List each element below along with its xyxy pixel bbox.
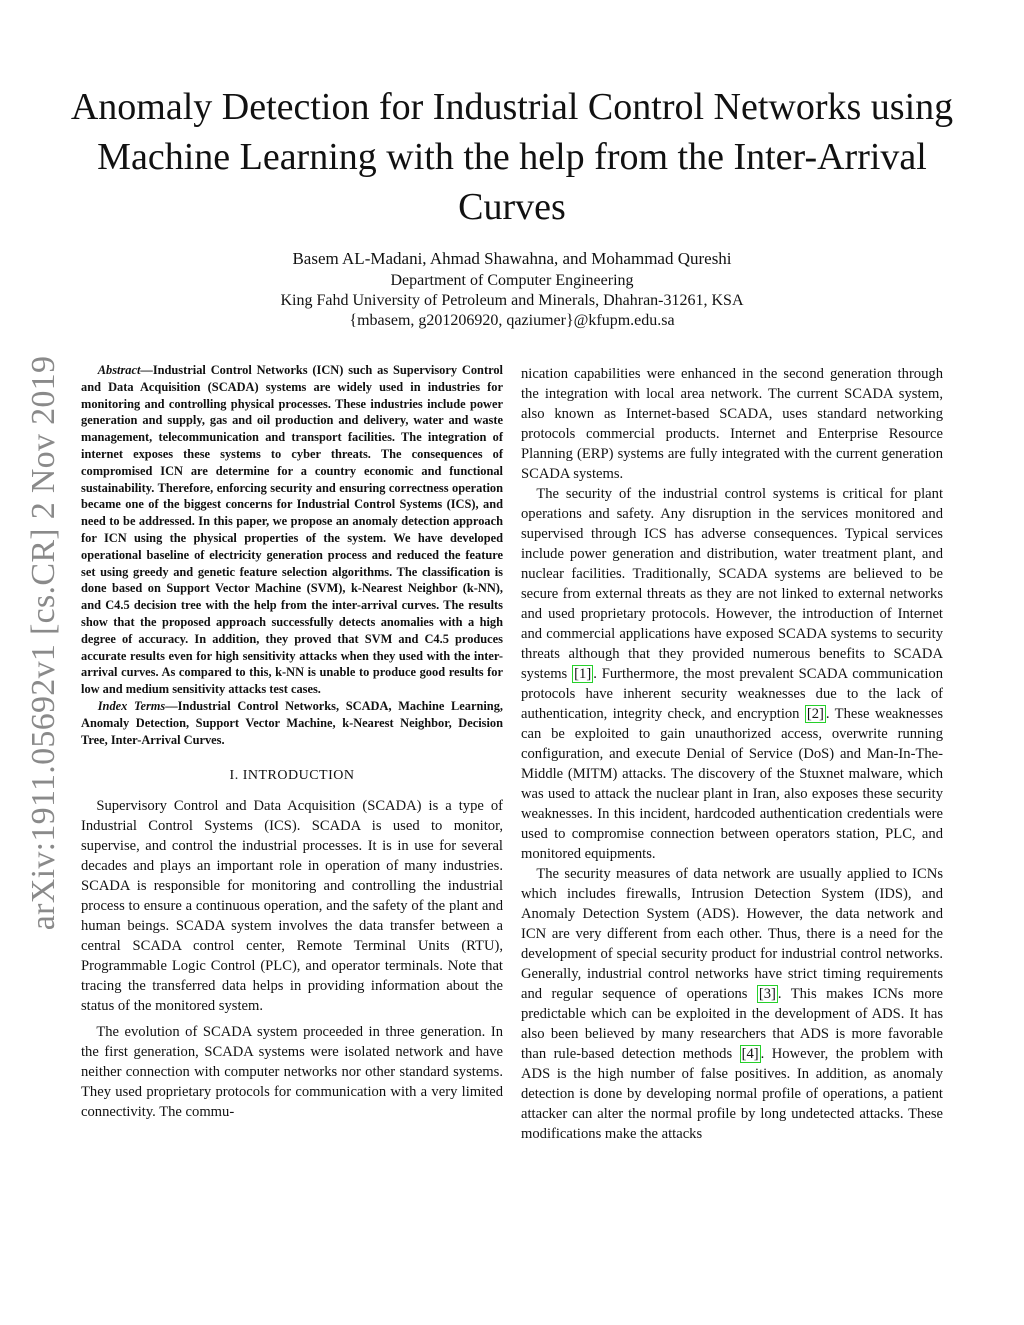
abstract-text: —Industrial Control Networks (ICN) such as Supervisory Control and Data Acquisition (SCADA) systems are widely used in industries for monitoring and controlling physical processes. These industries include power generation and supply, gas and oil production and delivery, water and waste management, telecommunication and transport facilities. The integration of internet exposes these systems to cyber threats. The consequences of compromised ICN are determine for a country economic and functional sustainability. Therefore, enforcing security and ensuring correctness operation became one of the biggest concerns for Industrial Control Systems (ICS), and need to be addressed. In this paper, we propose an anomaly detection approach for ICN using the physical properties of the system. We have developed operational baseline of electricity generation process and reduced the feature set using greedy and genetic feature selection algorithms. The classification is done based on Support Vector Machine (SVM), k-Nearest Neighbor (k-NN), and C4.5 decision tree with the help from the inter-arrival curves. The results show that the proposed approach successfully detects anomalies with a high degree of accuracy. In addition, they proved that SVM and C4.5 produces accurate results even for high sensitivity attacks when they used with the inter-arrival curves. As compared to this, k-NN is unable to produce good results for low and medium sensitivity attacks test cases. [81, 363, 503, 697]
intro-paragraph-3 [521, 484, 943, 864]
section-title: NTRODUCTION [247, 768, 355, 784]
author-block [0, 249, 1024, 331]
paragraph-text: . Furthermore, the most prevalent SCADA communication protocols have inherent security weaknesses due to the lack of authentication, integrity check, and encryption [521, 666, 943, 722]
paragraph-text: . This makes ICNs more predictable which can be exploited in the development of ADS. It has also been believed by many researchers that ADS is more favorable than rule-based detection methods [521, 986, 943, 1062]
index-terms [81, 698, 503, 748]
section-number: I. I [229, 768, 248, 784]
intro-paragraph-1: Supervisory Control and Data Acquisition (SCADA) is a type of Industrial Control Systems (ICS). SCADA is used to monitor, supervise, and control the industrial processes. It is in use for several decades and plays an important role in operation of many industries. SCADA is responsible for monitoring and controlling the industrial process to ensure a continuous operation, and the safety of the plant and human beings. SCADA system involves the data transfer between a central SCADA control center, Remote Terminal Units (RTU), Programmable Logic Control (PLC), and operator terminals. Note that tracing the transferred data helps in providing information about the status of the monitored system. [81, 798, 503, 1015]
intro-paragraph-2: The evolution of SCADA system proceeded in three generation. In the first generation, SCADA systems were isolated network and have neither connection with computer networks nor other standard systems. They used proprietary protocols for communication with a very limited connectivity. The commu- [81, 1024, 503, 1121]
citation-link-4[interactable]: [4] [741, 1046, 759, 1062]
left-column [81, 362, 503, 1128]
abstract-label: Abstract [97, 363, 141, 377]
author-emails: {mbasem, g201206920, qaziumer}@kfupm.edu.sa [349, 312, 675, 329]
paper-title: Anomaly Detection for Industrial Control Networks using Machine Learning with the help from the Inter-Arrival Curves [70, 86, 954, 228]
citation-link-1[interactable]: [1] [574, 666, 592, 682]
intro-paragraph-2-continued: nication capabilities were enhanced in the second generation through the integration with local area network. The current SCADA system, also known as Internet-based SCADA, uses standard networking protocols commercial products. Internet and Enterprise Resource Planning (ERP) systems are fully integrated with the current generation SCADA systems. [521, 366, 943, 482]
paragraph-text: . These weaknesses can be exploited to gain unauthorized access, overwrite running configuration, and execute Denial of Service (DoS) and Man-In-The-Middle (MITM) attacks. The discovery of the Stuxnet malware, which was used to attack the nuclear plant in Iran, also exposes these security weaknesses. In this incident, hardcoded authentication credentials were used to compromise connection between operators station, PLC, and monitored equipments. [521, 706, 943, 862]
department: Department of Computer Engineering [390, 272, 634, 289]
arxiv-identifier: arXiv:1911.05692v1 [cs.CR] 2 Nov 2019 [25, 355, 62, 931]
citation-link-3[interactable]: [3] [758, 986, 776, 1002]
paragraph-text: The security of the industrial control systems is critical for plant operations and safety. Any disruption in the services monitored and supervised through ICS has adverse consequences. Typical services include power generation and distribution, water treatment plant, and nuclear facilities. Traditionally, SCADA systems are believed to be secure from external threats as they are not linked to external networks and used proprietary protocols. However, the introduction of Internet and commercial applications have exposed SCADA systems to security threats although that they provided numerous benefits to SCADA systems [521, 486, 943, 682]
section-heading-introduction [81, 768, 503, 784]
author-names: Basem AL-Madani, Ahmad Shawahna, and Mohammad Qureshi [292, 249, 732, 268]
index-terms-label: Index Terms [97, 698, 166, 713]
index-terms-text: —Industrial Control Networks, SCADA, Machine Learning, Anomaly Detection, Support Vector Machine, k-Nearest Neighbor, Decision Tree, Inter-Arrival Curves. [81, 698, 503, 747]
university: King Fahd University of Petroleum and Minerals, Dhahran-31261, KSA [280, 292, 744, 309]
paragraph-text: The security measures of data network are usually applied to ICNs which includes firewalls, Intrusion Detection System (IDS), and Anomaly Detection System (ADS). However, the data network and ICN are very different from each other. Thus, there is a need for the development of special security product for industrial control networks. Generally, industrial control networks have strict timing requirements and regular sequence of operations [521, 866, 943, 1002]
right-column [521, 364, 943, 1144]
paragraph-text: . However, the problem with ADS is the high number of false positives. In addition, as anomaly detection is done by developing normal profile of operations, a patient attacker can alter the normal profile by long undetected attacks. These modifications make the attacks [521, 1046, 944, 1142]
abstract [81, 362, 503, 698]
citation-link-2[interactable]: [2] [806, 706, 824, 722]
intro-paragraph-4 [521, 864, 943, 1144]
